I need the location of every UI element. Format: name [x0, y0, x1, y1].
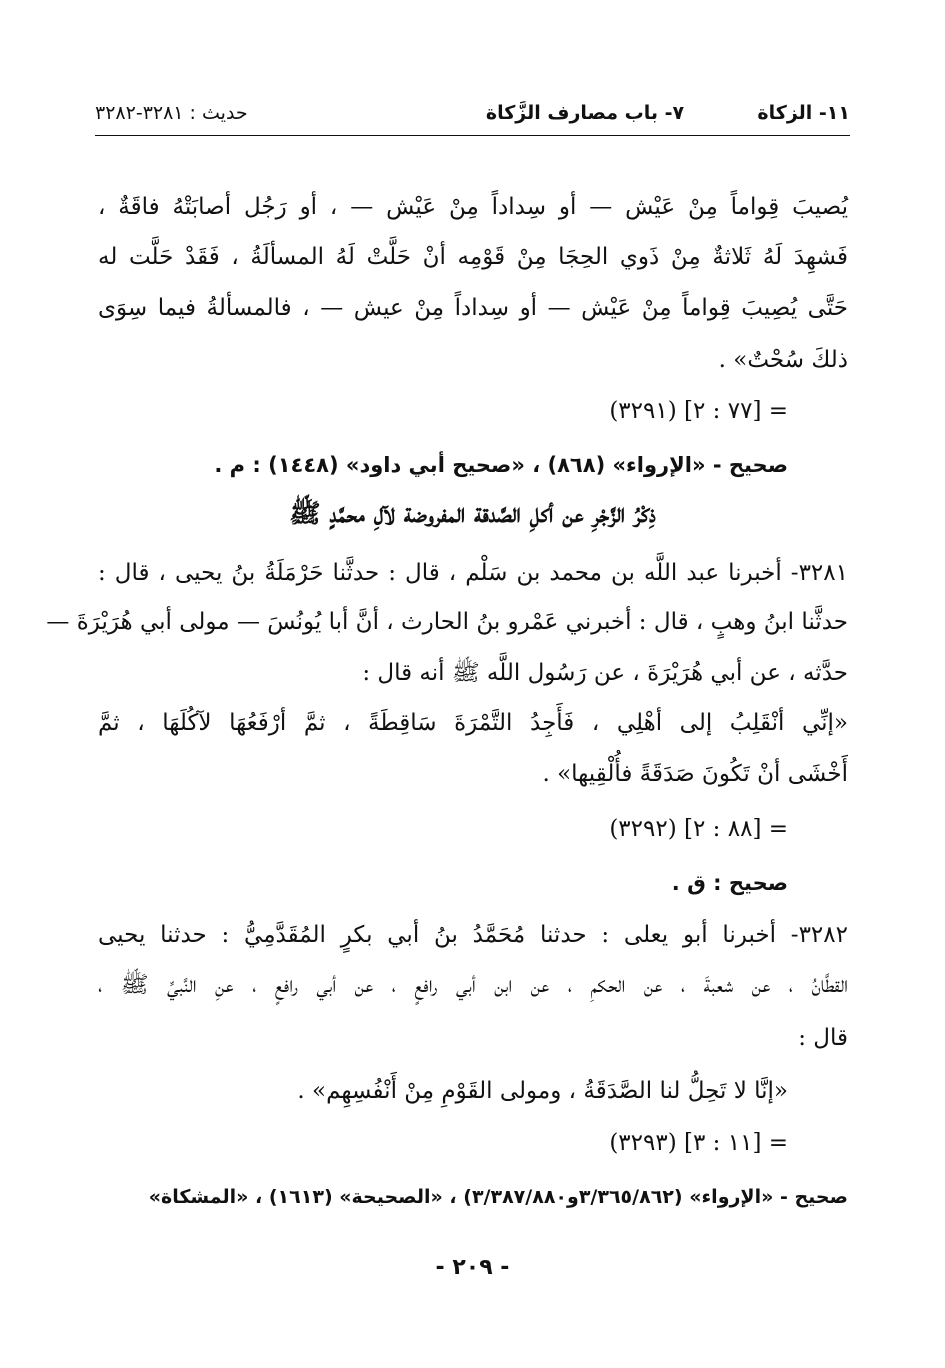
hadith-text: ٣٢٨١- أخبرنا عبد اللَّه بن محمد بن سَلْم ، قال : حدثَّنا حَرْمَلَةُ بنُ يحيى ، قال : [98, 560, 848, 586]
running-header [95, 100, 850, 132]
cross-reference: = [٨٨ : ٢] (٣٢٩٢) [609, 816, 788, 842]
cross-reference: = [١١ : ٣] (٣٢٩٣) [609, 1130, 788, 1156]
hadith-text: «إنَّا لا تَحِلُّ لنا الصَّدَقَةُ ، ومولى القَوْمِ مِنْ أَنْفُسِهِم» . [297, 1078, 788, 1104]
hadith-text: القطَّانُ ، عن شعبةَ ، عن الحكمِ ، عن ابن أبي رافعٍ ، عن أبي رافعٍ ، عنِ النَّبيِّ ﷺ ، [98, 972, 848, 998]
text-line: يُصيبَ قِواماً مِنْ عَيْش — أو سِداداً مِنْ عَيْش — ، أو رَجُل أصابَتْهُ فاقَةٌ ، [98, 194, 848, 220]
section-heading: ذِكْرُ الزَّجْرِ عن أكلِ الصَّدقة المفروضة لآلِ محمَّدٍ ﷺ [289, 499, 656, 529]
hadith-text: ٣٢٨٢- أخبرنا أبو يعلى : حدثنا مُحَمَّدُ بنُ أبي بكرٍ المُقَدَّمِيُّ : حدثنا يحيى [98, 922, 848, 948]
grading-note: صحيح : ق . [671, 871, 788, 895]
hadith-text: «إنِّي أنْقَلِبُ إلى أهْلِي ، فَأَجِدُ التَّمْرَةَ سَاقِطَةً ، ثمَّ أرْفَعُهَا لآكُلَهَا ، ثمَّ [98, 710, 848, 736]
hadith-text: حدثَّنا ابنُ وهبٍ ، قال : أخبرني عَمْرو بنُ الحارث ، أنَّ أبا يُونُسَ — مولى أبي هُرَيْرَةَ — [46, 609, 848, 635]
chapter-title: ١١- الزكاة [757, 102, 850, 124]
text-line: حَتَّى يُصِيبَ قِواماً مِنْ عَيْش — أو سِداداً مِنْ عيش — ، فالمسألةُ فيما سِوَى [98, 295, 848, 321]
page-number: - ٢٠٩ - [435, 1255, 510, 1280]
grading-note: صحيح - «الإرواء» (٣/٣٦٥/٨٦٢و٣/٣٨٧/٨٨٠) ، «الصحيحة» (١٦١٣) ، «المشكاة» [148, 1186, 848, 1208]
grading-note: صحيح - «الإرواء» (٨٦٨) ، «صحيح أبي داود» (١٤٤٨) : م . [214, 453, 788, 477]
hadith-text: حدَّثه ، عن أبي هُرَيْرَةَ ، عن رَسُول اللَّه ﷺ أنه قال : [362, 660, 848, 686]
hadith-text: قال : [798, 1025, 848, 1051]
text-line: ذلكَ سُحْتٌ» . [718, 347, 848, 373]
hadith-range: حديث : ٣٢٨١-٣٢٨٢ [95, 102, 248, 124]
bab-title: ٧- باب مصارف الزَّكاة [485, 102, 685, 124]
cross-reference: = [٧٧ : ٢] (٣٢٩١) [609, 398, 788, 424]
text-line: فَشهِدَ لَهُ ثَلاثةٌ مِنْ ذَوي الحِجَا مِنْ قَوْمِه أنْ حَلَّتْ لَهُ المسألَةُ ، فَقَدْ حَلَّت له [98, 244, 848, 270]
header-rule [95, 135, 850, 136]
hadith-text: أَخْشَى أنْ تَكُونَ صَدَقَةً فأُلْقِيها» . [542, 761, 848, 787]
